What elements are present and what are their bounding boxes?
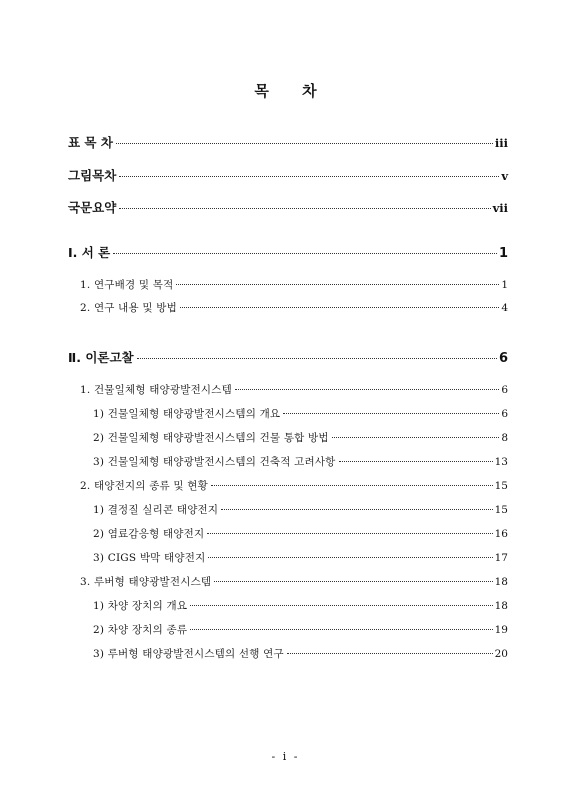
toc-entry-label: 국문요약: [68, 200, 117, 215]
dot-leader: [332, 437, 500, 438]
dot-leader: [235, 389, 499, 390]
toc-entry-page: 6: [501, 384, 508, 396]
dot-leader: [208, 557, 492, 558]
toc-entry-page: iii: [494, 136, 508, 150]
toc-entry-page: v: [501, 169, 508, 183]
toc-entry-page: 15: [494, 504, 508, 516]
toc-subsection[interactable]: [93, 502, 508, 517]
toc-subsection[interactable]: [93, 454, 508, 469]
toc-entry-label: 2. 연구 내용 및 방법: [80, 302, 177, 314]
dot-leader: [214, 581, 492, 582]
toc-entry-label: 2. 태양전지의 종류 및 현황: [80, 480, 208, 492]
toc-entry-page: vii: [492, 201, 508, 215]
toc-chapter-page: 6: [498, 351, 508, 366]
toc-entry-label: 2) 차양 장치의 종류: [93, 624, 188, 636]
toc-section[interactable]: [80, 574, 508, 589]
toc-entry-table-list[interactable]: [68, 133, 508, 151]
toc-entry-label: 3) 루버형 태양광발전시스템의 선행 연구: [93, 648, 284, 660]
toc-subsection[interactable]: [93, 622, 508, 637]
dot-leader: [176, 284, 499, 285]
dot-leader: [137, 358, 497, 359]
toc-entry-label: 1) 차양 장치의 개요: [93, 600, 188, 612]
dot-leader: [119, 208, 490, 209]
toc-entry-page: 16: [494, 528, 508, 540]
dot-leader: [211, 485, 493, 486]
dot-leader: [180, 307, 499, 308]
toc-entry-label: 1) 결정질 실리콘 태양전지: [93, 504, 219, 516]
page-title: 목 차: [254, 82, 331, 100]
toc-entry-label: 표 목 차: [68, 135, 113, 150]
toc-chapter-2[interactable]: [68, 348, 508, 366]
toc-entry-page: 8: [501, 432, 508, 444]
toc-subsection[interactable]: [93, 646, 508, 661]
toc-subsection[interactable]: [93, 598, 508, 613]
toc-entry-label: 3) CIGS 박막 태양전지: [93, 552, 206, 564]
toc-entry-page: 18: [494, 576, 508, 588]
page-number-footer: - i -: [271, 750, 300, 763]
dot-leader: [207, 533, 492, 534]
toc-section[interactable]: [80, 478, 508, 493]
dot-leader: [116, 143, 493, 144]
dot-leader: [339, 461, 493, 462]
toc-section[interactable]: [80, 300, 508, 315]
toc-entry-label: 3) 건물일체형 태양광발전시스템의 건축적 고려사항: [93, 456, 336, 468]
dot-leader: [283, 413, 499, 414]
toc-entry-abstract[interactable]: [68, 198, 508, 216]
toc-subsection[interactable]: [93, 526, 508, 541]
dot-leader: [190, 605, 492, 606]
dot-leader: [221, 509, 492, 510]
toc-section[interactable]: [80, 277, 508, 292]
toc-section[interactable]: [80, 382, 508, 397]
toc-entry-page: 18: [494, 600, 508, 612]
toc-entry-page: 4: [501, 302, 508, 314]
toc-chapter-1[interactable]: [68, 243, 508, 261]
toc-entry-page: 6: [501, 408, 508, 420]
toc-entry-page: 19: [494, 624, 508, 636]
toc-subsection[interactable]: [93, 430, 508, 445]
toc-entry-label: 1) 건물일체형 태양광발전시스템의 개요: [93, 408, 281, 420]
toc-entry-label: 2) 염료감응형 태양전지: [93, 528, 205, 540]
dot-leader: [190, 629, 492, 630]
dot-leader: [287, 653, 493, 654]
toc-entry-page: 13: [494, 456, 508, 468]
toc-entry-page: 15: [494, 480, 508, 492]
toc-entry-page: 1: [501, 279, 508, 291]
toc-entry-label: 3. 루버형 태양광발전시스템: [80, 576, 212, 588]
dot-leader: [113, 253, 497, 254]
toc-chapter-label: Ⅰ. 서 론: [68, 245, 111, 260]
dot-leader: [119, 176, 499, 177]
toc-entry-page: 20: [494, 648, 508, 660]
toc-entry-figure-list[interactable]: [68, 166, 508, 184]
toc-entry-label: 1. 연구배경 및 목적: [80, 279, 174, 291]
toc-subsection[interactable]: [93, 550, 508, 565]
toc-entry-label: 1. 건물일체형 태양광발전시스템: [80, 384, 232, 396]
toc-entry-label: 2) 건물일체형 태양광발전시스템의 건물 통합 방법: [93, 432, 329, 444]
toc-entry-page: 17: [494, 552, 508, 564]
toc-chapter-page: 1: [498, 246, 508, 261]
toc-subsection[interactable]: [93, 406, 508, 421]
toc-chapter-label: Ⅱ. 이론고찰: [68, 350, 134, 365]
toc-entry-label: 그림목차: [68, 168, 117, 183]
